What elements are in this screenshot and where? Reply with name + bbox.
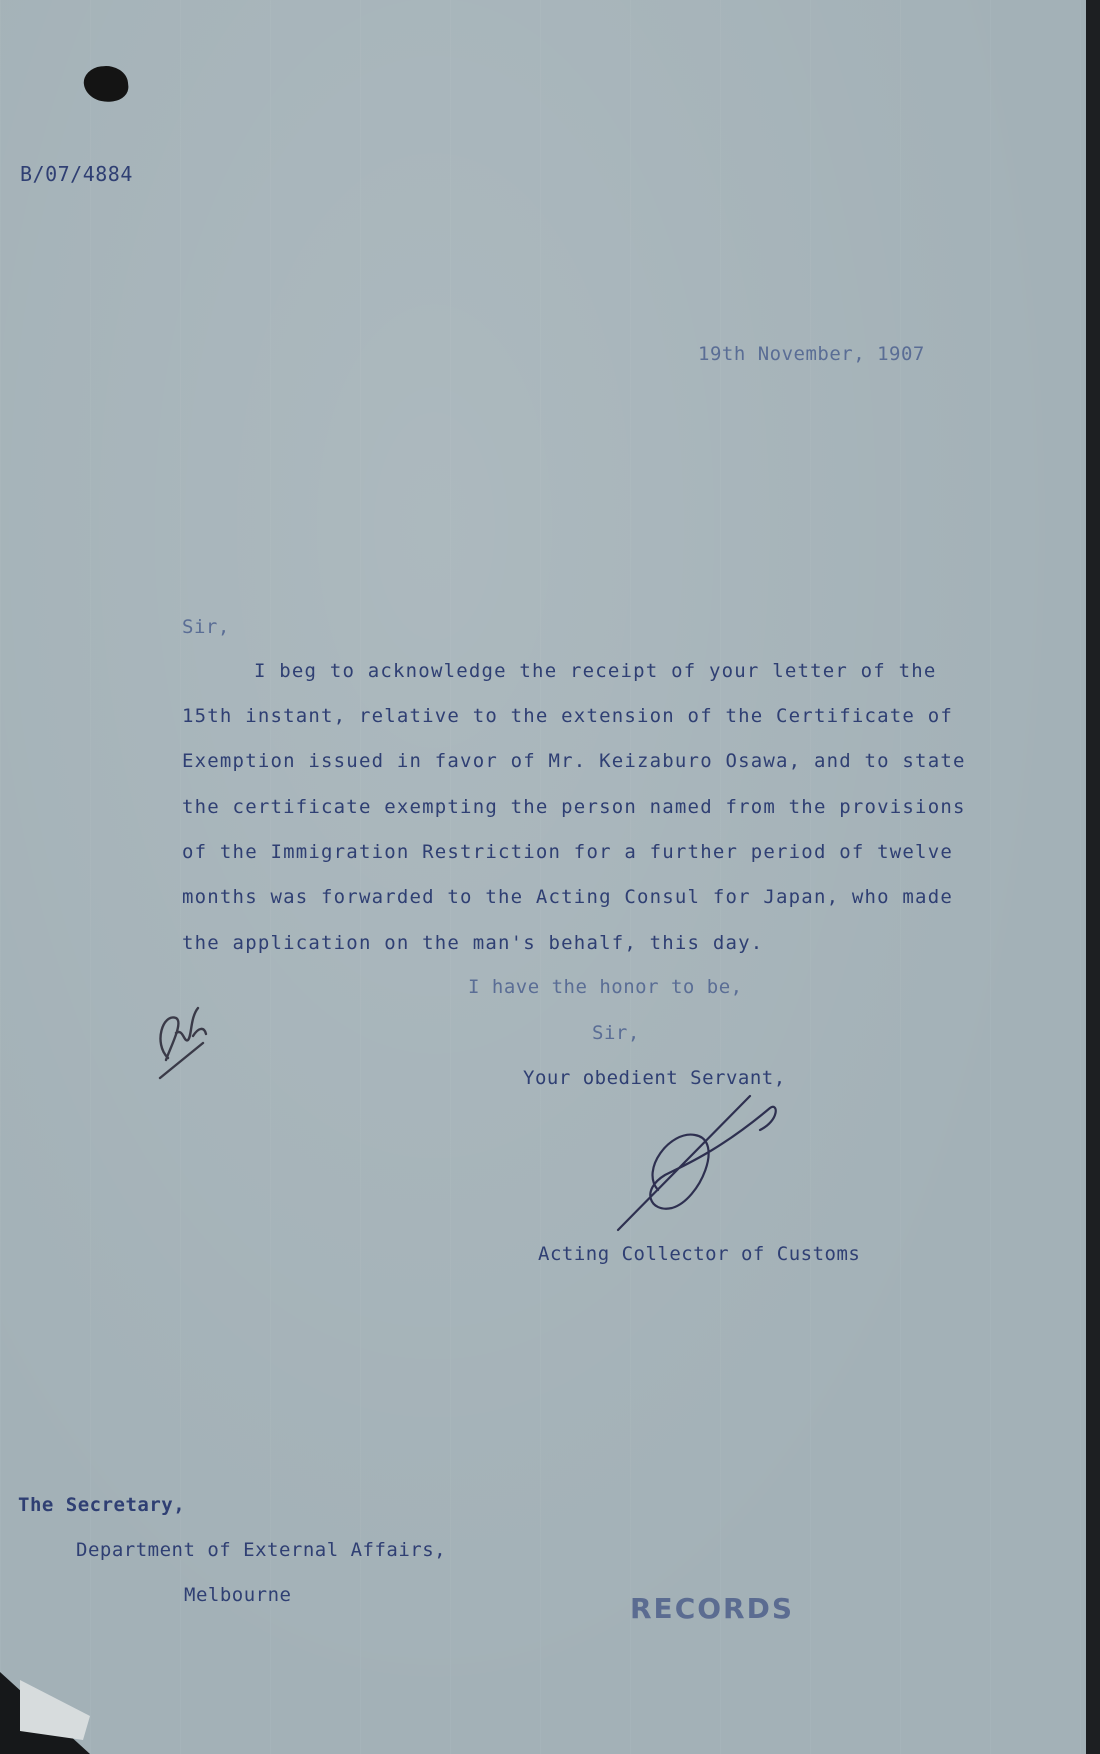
closing-line: I have the honor to be,	[468, 976, 743, 998]
body-line: I beg to acknowledge the receipt of your letter of the	[254, 660, 937, 682]
body-line: months was forwarded to the Acting Consul for Japan, who made	[182, 886, 953, 908]
body-line: Exemption issued in favor of Mr. Keizaburo Osawa, and to state	[182, 750, 966, 772]
margin-initials-signature	[148, 988, 218, 1088]
body-line: 15th instant, relative to the extension of the Certificate of	[182, 705, 953, 727]
punch-hole	[82, 64, 130, 104]
page-edge	[1086, 0, 1100, 1754]
closing-servant: Your obedient Servant,	[523, 1067, 786, 1089]
reference-number: B/07/4884	[20, 162, 133, 186]
salutation: Sir,	[182, 616, 230, 638]
addressee-line: Department of External Affairs,	[76, 1539, 447, 1561]
body-line: the application on the man's behalf, this day.	[182, 932, 764, 954]
signatory-title: Acting Collector of Customs	[538, 1243, 861, 1265]
records-stamp: RECORDS	[630, 1592, 795, 1625]
closing-sir: Sir,	[592, 1022, 640, 1044]
signature-initials	[600, 1090, 800, 1240]
body-line: the certificate exempting the person named from the provisions	[182, 796, 966, 818]
body-line: of the Immigration Restriction for a further period of twelve	[182, 841, 953, 863]
addressee-line: Melbourne	[184, 1584, 292, 1606]
addressee-line: The Secretary,	[18, 1494, 186, 1516]
letter-date: 19th November, 1907	[698, 343, 925, 365]
